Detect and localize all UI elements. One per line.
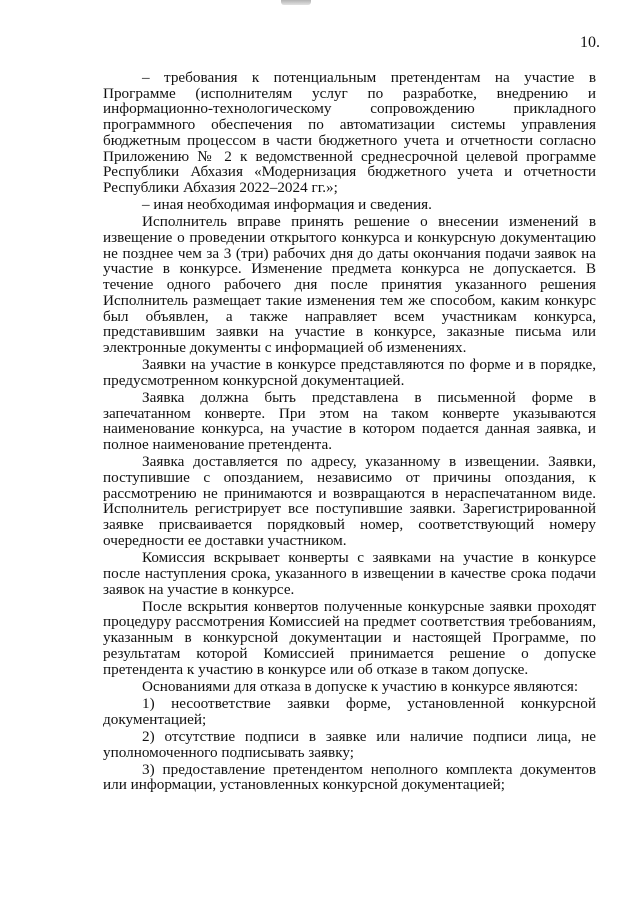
paragraph-application-form: Заявки на участие в конкурсе представляются по форме и в порядке, предусмотренном конкурсной документацией. — [103, 356, 596, 389]
list-item-3: 3) предоставление претендентом неполного комплекта документов или информации, установленных конкурсной документацией; — [103, 760, 596, 794]
document-body — [103, 70, 596, 795]
paragraph-rejection-grounds: Основаниями для отказа в допуске к участию в конкурсе являются: — [142, 677, 579, 695]
paragraph-sealed-envelope: Заявка должна быть представлена в письменной форме в запечатанном конверте. При этом на таком конверте указываются наименование конкурса, на участие в котором подается данная заявка, и полное наименование претендента. — [103, 389, 596, 454]
list-item-1: 1) несоответствие заявки форме, установленной конкурсной документацией; — [103, 694, 596, 728]
scan-artifact — [281, 0, 311, 5]
list-item-2: 2) отсутствие подписи в заявке или наличие подписи лица, не уполномоченного подписывать заявку; — [103, 727, 596, 761]
paragraph-other-info: – иная необходимая информация и сведения. — [142, 196, 432, 214]
paragraph-requirements: – требования к потенциальным претендентам на участие в Программе (исполнителям услуг по разработке, внедрению и информационно-технологическому сопровождению прикладного программного обеспечения по автоматизации системы управления бюджетным процессом в части бюджетного учета и отчетности согласно Приложению № 2 к ведомственной среднесрочной целевой программе Республики Абхазия «Модернизация бюджетного учета и отчетности Республики Абхазия 2022–2024 гг.»; — [103, 69, 596, 196]
paragraph-review: После вскрытия конвертов полученные конкурсные заявки проходят процедуру рассмотрения Комиссией на предмет соответствия требованиям, указанным в конкурсной документации и настоящей Программе, по результатам которой Комиссией принимается решение о допуске претендента к участию в конкурсе или об отказе в таком допуске. — [103, 597, 596, 678]
paragraph-opening: Комиссия вскрывает конверты с заявками на участие в конкурсе после наступления срока, указанного в извещении в качестве срока подачи заявок на участие в конкурсе. — [103, 549, 596, 598]
paragraph-delivery: Заявка доставляется по адресу, указанному в извещении. Заявки, поступившие с опозданием, независимо от причины опоздания, к рассмотрению не принимаются и возвращаются в нераспечатанном виде. Исполнитель регистрирует все поступившие заявки. Зарегистрированной заявке присваивается порядковый номер, соответствующий номеру очередности ее доставки участником. — [103, 453, 596, 549]
page-number: 10. — [580, 34, 600, 51]
paragraph-amendments: Исполнитель вправе принять решение о внесении изменений в извещение о проведении открытого конкурса и конкурсную документацию не позднее чем за 3 (три) рабочих дня до даты окончания подачи заявок на участие в конкурсе. Изменение предмета конкурса не допускается. В течение одного рабочего дня после принятия указанного решения Исполнитель размещает такие изменения тем же способом, каким конкурс был объявлен, а также направляет всем участникам конкурса, представившим заявки на участие в конкурсе, заказные письма или электронные документы с информацией об изменениях. — [103, 213, 596, 356]
